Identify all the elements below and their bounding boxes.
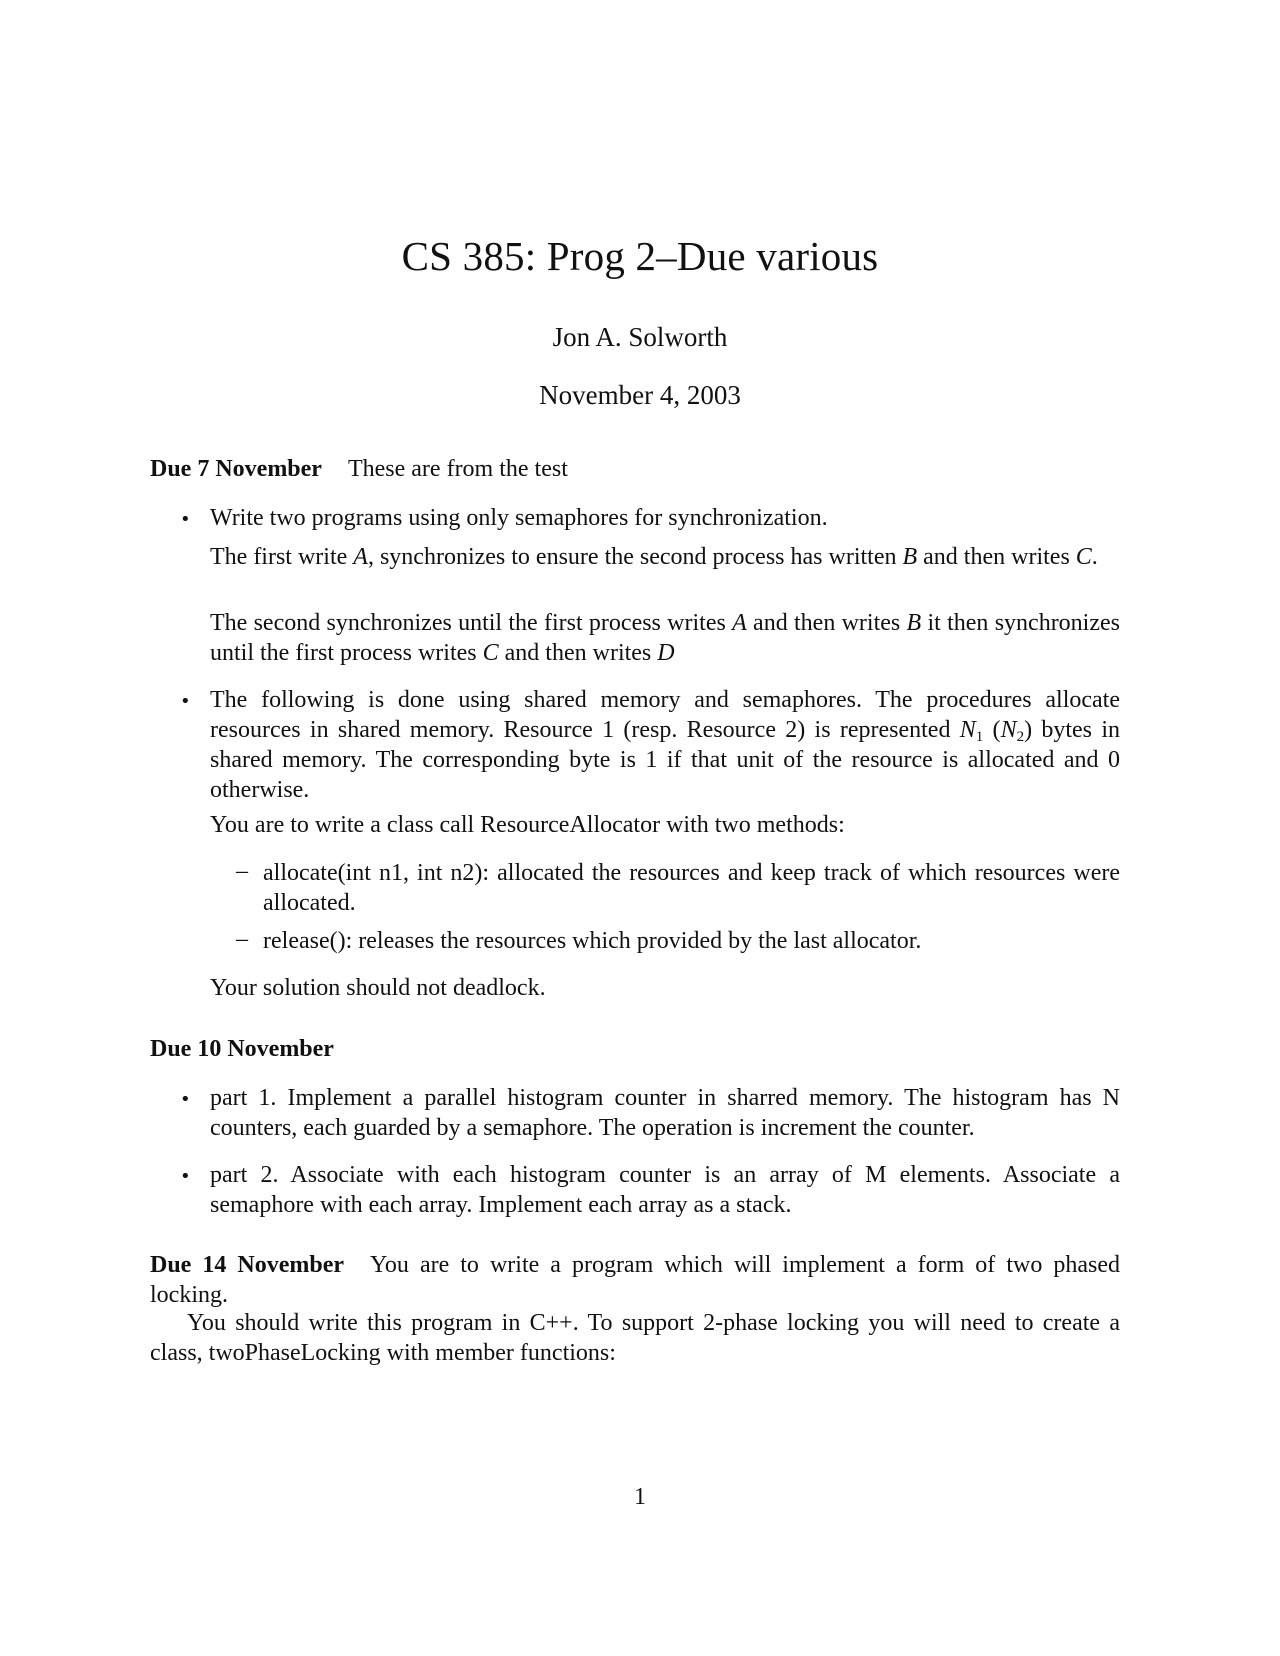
- text-run: The second synchronizes until the first process writes: [210, 610, 733, 636]
- text-run: it then synchronizes until the first process writes: [210, 610, 1120, 666]
- math-var: N: [1000, 717, 1017, 743]
- math-var: N: [959, 717, 976, 743]
- list-item: part 2. Associate with each histogram counter is an array of M elements. Associate a semaphore with each array. Implement each array as a stack.: [210, 1162, 1120, 1218]
- paragraph: You should write this program in C++. To support 2-phase locking you will need to create a class, twoPhaseLocking with member functions:: [150, 1310, 1120, 1366]
- section-heading: Due 10 November: [150, 1036, 334, 1062]
- text-run: (: [983, 717, 1001, 743]
- paragraph: Your solution should not deadlock.: [210, 975, 546, 1001]
- text-run: .: [1091, 544, 1098, 570]
- document-title: CS 385: Prog 2–Due various: [401, 233, 879, 279]
- paragraph: [210, 608, 1120, 668]
- dash-icon: –: [236, 858, 248, 884]
- dash-icon: –: [236, 926, 248, 952]
- document-author: Jon A. Solworth: [552, 322, 728, 352]
- math-var: C: [1075, 544, 1092, 570]
- text-run: , synchronizes to ensure the second process has written: [367, 544, 903, 570]
- section-due-14-november: [150, 1250, 1120, 1310]
- section-heading: Due 7 November: [150, 456, 322, 482]
- sub-list-item: allocate(int n1, int n2): allocated the resources and keep track of which resources were allocated.: [263, 860, 1120, 916]
- text-run: ) bytes in shared memory. The corresponding byte is 1 if that unit of the resource is allocated and 0 otherwise.: [210, 717, 1120, 803]
- section-heading: Due 14 November: [150, 1252, 344, 1278]
- math-var: B: [906, 610, 922, 636]
- page-number: 1: [634, 1484, 646, 1510]
- math-var: C: [482, 640, 499, 666]
- math-var: A: [353, 544, 368, 570]
- bullet-icon: •: [180, 691, 191, 712]
- text-run: The following is done using shared memory and semaphores. The procedures allocate resources in shared memory. Resource 1 (resp. Resource 2) is represented: [210, 687, 1120, 743]
- math-var: B: [902, 544, 918, 570]
- math-subscript: 1: [975, 729, 984, 745]
- text-run: and then writes: [746, 610, 907, 636]
- list-item: [210, 685, 1120, 805]
- document-date: November 4, 2003: [539, 380, 741, 410]
- math-var: A: [732, 610, 747, 636]
- text-run: and then writes: [917, 544, 1076, 570]
- text-run: The first write: [210, 544, 354, 570]
- paragraph: You are to write a class call ResourceAllocator with two methods:: [210, 812, 845, 838]
- list-item: Write two programs using only semaphores for synchronization.: [210, 505, 828, 531]
- list-item: part 1. Implement a parallel histogram counter in sharred memory. The histogram has N counters, each guarded by a semaphore. The operation is increment the counter.: [210, 1085, 1120, 1141]
- sub-list-item: release(): releases the resources which provided by the last allocator.: [263, 928, 922, 954]
- math-subscript: 2: [1016, 729, 1025, 745]
- text-run: and then writes: [498, 640, 658, 666]
- paragraph: [210, 542, 1120, 572]
- section-due-7-november: [150, 454, 1130, 484]
- bullet-icon: •: [180, 1089, 191, 1110]
- section-intro: You are to write a program which will implement a form of two phased locking.: [150, 1252, 1120, 1308]
- math-var: D: [657, 640, 675, 666]
- section-intro: These are from the test: [347, 456, 568, 482]
- bullet-icon: •: [180, 509, 191, 530]
- bullet-icon: •: [180, 1166, 191, 1187]
